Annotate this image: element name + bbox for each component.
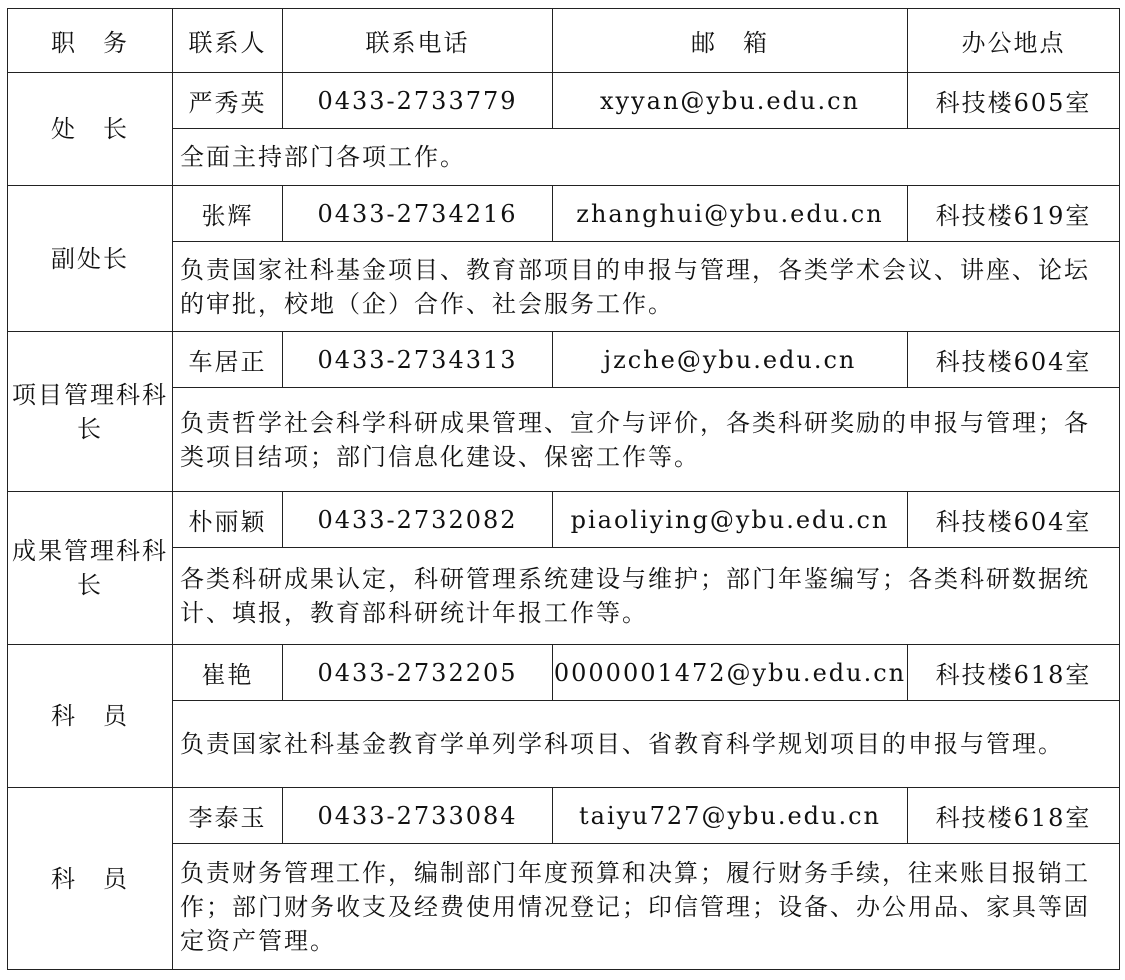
position-cell: 项目管理科科长 [8,332,173,492]
email-cell: zhanghui@ybu.edu.cn [553,186,908,242]
header-email: 邮 箱 [553,9,908,73]
duty-row [8,548,1120,645]
header-position: 职 务 [8,9,173,73]
email-cell: piaoliying@ybu.edu.cn [553,492,908,548]
email-cell: taiyu727@ybu.edu.cn [553,788,908,844]
duty-cell: 负责国家社科基金项目、教育部项目的申报与管理，各类学术会议、讲座、论坛的审批，校地（企）合作、社会服务工作。 [173,242,1120,332]
phone-cell: 0433-2733084 [283,788,553,844]
office-cell: 科技楼618室 [908,645,1120,701]
duty-cell: 负责国家社科基金教育学单列学科项目、省教育科学规划项目的申报与管理。 [173,701,1120,788]
office-cell: 科技楼618室 [908,788,1120,844]
name-cell: 张辉 [173,186,283,242]
header-office: 办公地点 [908,9,1120,73]
name-cell: 朴丽颖 [173,492,283,548]
position-cell: 科 员 [8,645,173,788]
table-row [8,332,1120,388]
header-contact: 联系人 [173,9,283,73]
contact-table [7,8,1120,970]
duty-row [8,129,1120,186]
duty-cell: 负责哲学社会科学科研成果管理、宣介与评价，各类科研奖励的申报与管理；各类项目结项；部门信息化建设、保密工作等。 [173,388,1120,492]
office-cell: 科技楼604室 [908,492,1120,548]
duty-row [8,701,1120,788]
position-cell: 科 员 [8,788,173,970]
header-phone: 联系电话 [283,9,553,73]
office-cell: 科技楼619室 [908,186,1120,242]
duty-row [8,844,1120,970]
table-row [8,645,1120,701]
email-cell: xyyan@ybu.edu.cn [553,73,908,129]
email-cell: 0000001472@ybu.edu.cn [553,645,908,701]
name-cell: 崔艳 [173,645,283,701]
phone-cell: 0433-2732205 [283,645,553,701]
name-cell: 李泰玉 [173,788,283,844]
table-row [8,186,1120,242]
position-cell: 处 长 [8,73,173,186]
phone-cell: 0433-2732082 [283,492,553,548]
name-cell: 车居正 [173,332,283,388]
table-row [8,492,1120,548]
table-row [8,788,1120,844]
duty-cell: 全面主持部门各项工作。 [173,129,1120,186]
position-cell: 副处长 [8,186,173,332]
duty-cell: 各类科研成果认定，科研管理系统建设与维护；部门年鉴编写；各类科研数据统计、填报，教育部科研统计年报工作等。 [173,548,1120,645]
office-cell: 科技楼605室 [908,73,1120,129]
office-cell: 科技楼604室 [908,332,1120,388]
duty-row [8,388,1120,492]
phone-cell: 0433-2734313 [283,332,553,388]
header-row [8,9,1120,73]
email-cell: jzche@ybu.edu.cn [553,332,908,388]
duty-row [8,242,1120,332]
phone-cell: 0433-2734216 [283,186,553,242]
phone-cell: 0433-2733779 [283,73,553,129]
table-row [8,73,1120,129]
name-cell: 严秀英 [173,73,283,129]
position-cell: 成果管理科科长 [8,492,173,645]
duty-cell: 负责财务管理工作，编制部门年度预算和决算；履行财务手续，往来账目报销工作；部门财务收支及经费使用情况登记；印信管理；设备、办公用品、家具等固定资产管理。 [173,844,1120,970]
